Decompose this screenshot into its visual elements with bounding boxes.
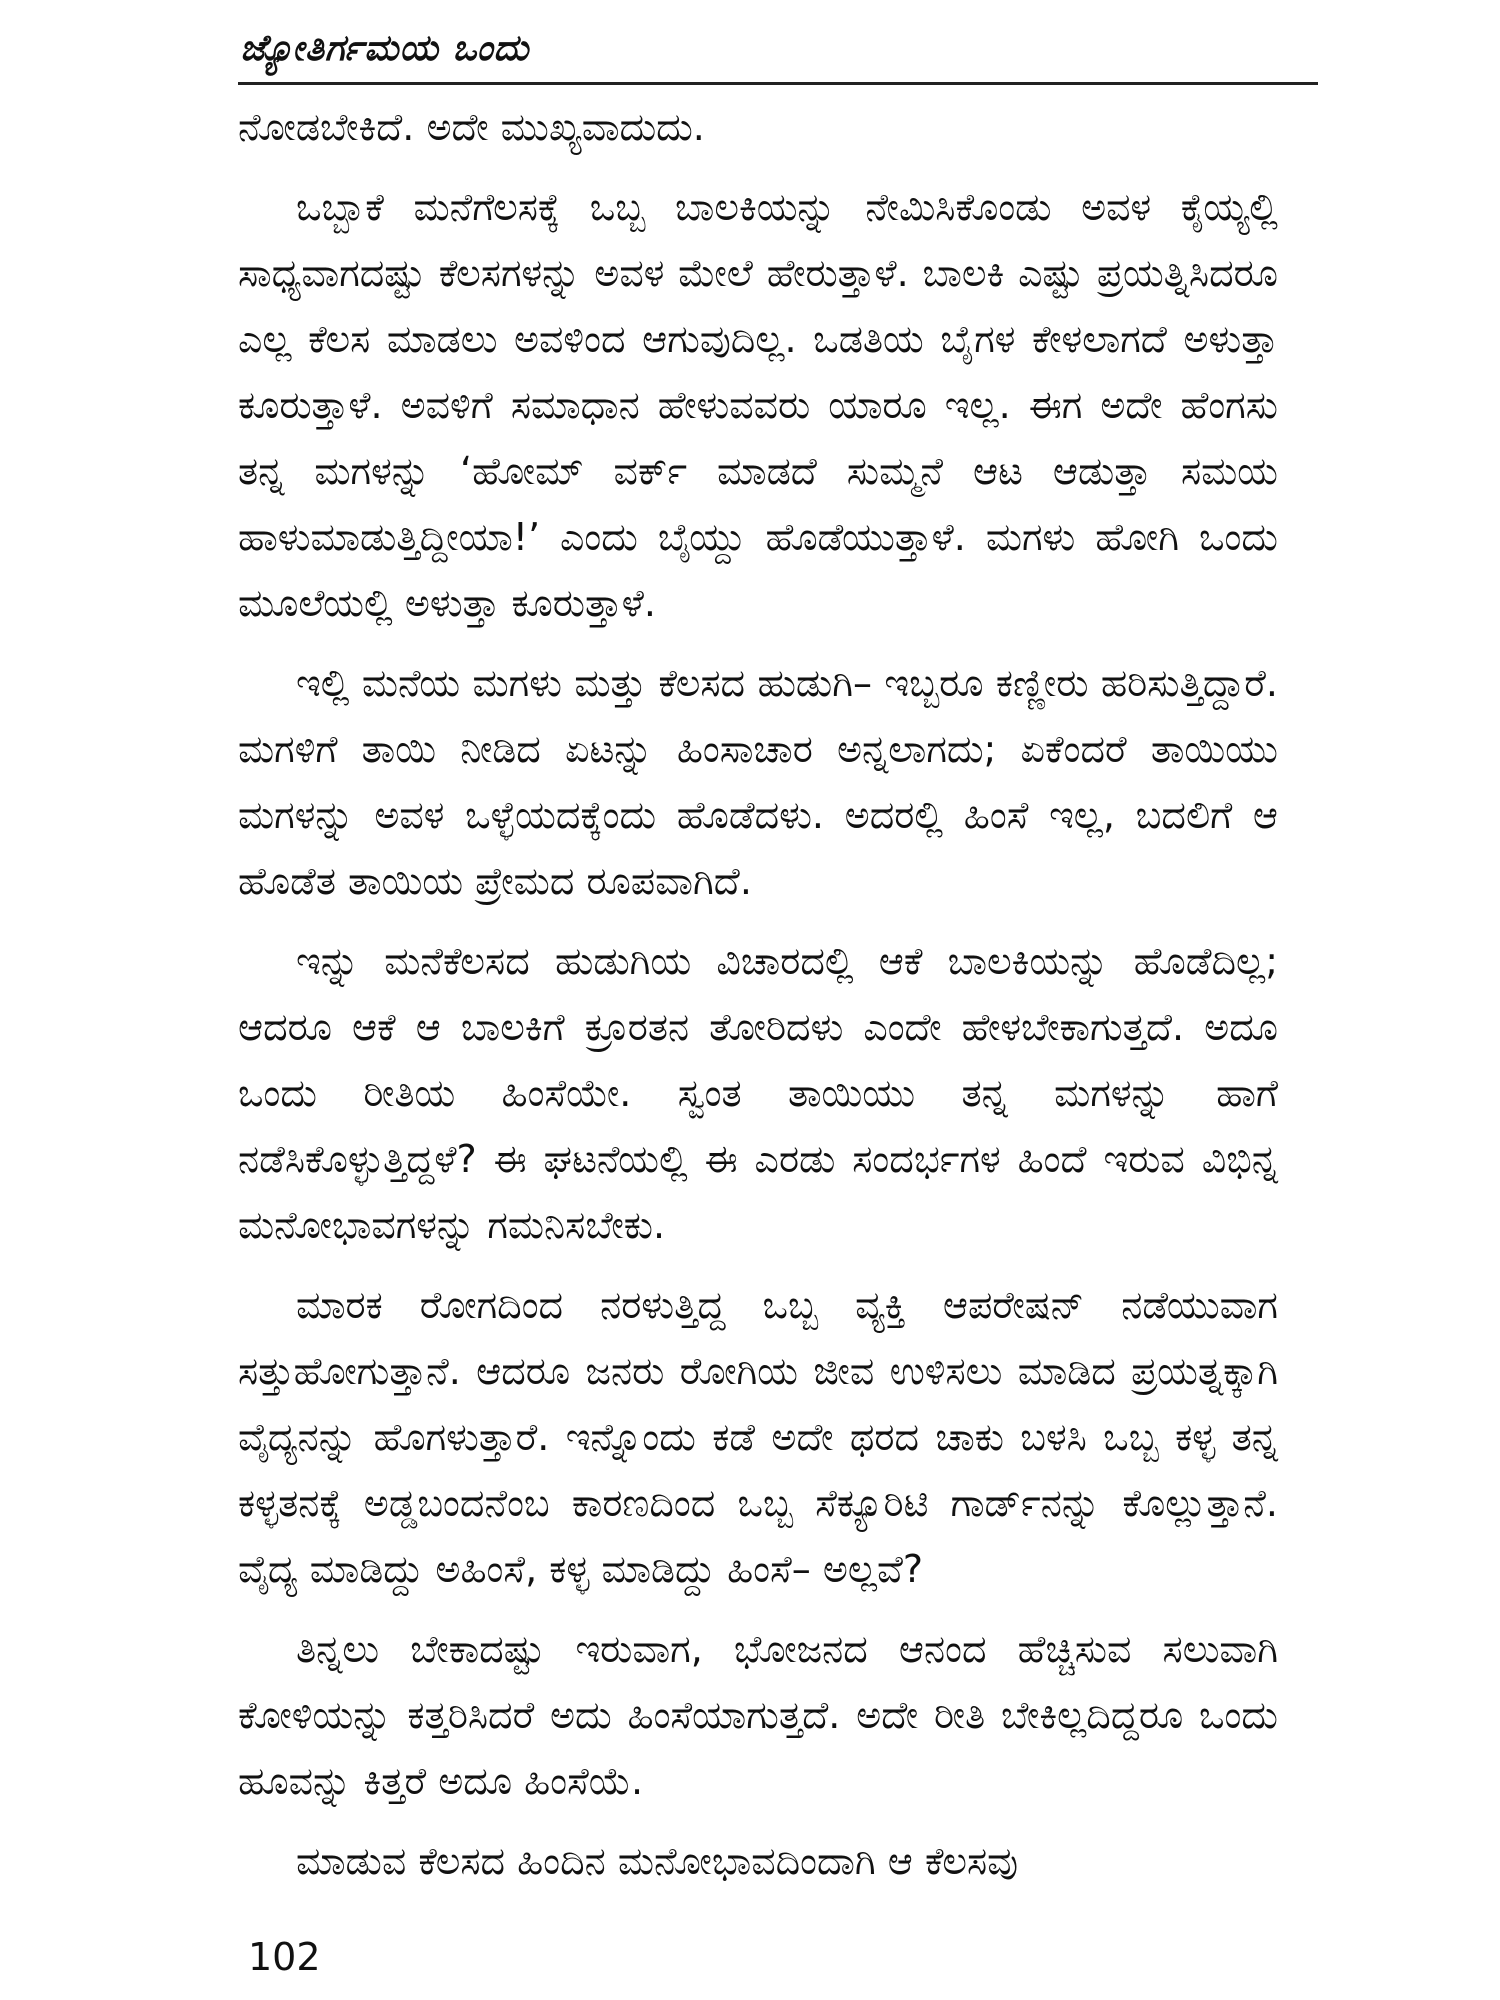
paragraph: ಇಲ್ಲಿ ಮನೆಯ ಮಗಳು ಮತ್ತು ಕೆಲಸದ ಹುಡುಗಿ– ಇಬ್ಬರೂ ಕಣ್ಣೀರು ಹರಿಸುತ್ತಿದ್ದಾರೆ. ಮಗಳಿಗೆ ತಾಯಿ ನೀಡಿದ ಏಟನ್ನು ಹಿಂಸಾಚಾರ ಅನ್ನಲಾಗದು; ಏಕೆಂದರೆ ತಾಯಿಯು ಮಗಳನ್ನು ಅವಳ ಒಳ್ಳೆಯದಕ್ಕೆಂದು ಹೊಡೆದಳು. ಅದರಲ್ಲಿ ಹಿಂಸೆ ಇಲ್ಲ, ಬದಲಿಗೆ ಆ ಹೊಡೆತ ತಾಯಿಯ ಪ್ರೇಮದ ರೂಪವಾಗಿದೆ. bbox=[238, 661, 1278, 903]
running-title: ಜ್ಯೋತಿರ್ಗಮಯ ಒಂದು bbox=[240, 28, 530, 69]
body-text bbox=[238, 94, 1278, 1908]
paragraph: ತಿನ್ನಲು ಬೇಕಾದಷ್ಟು ಇರುವಾಗ, ಭೋಜನದ ಆನಂದ ಹೆಚ್ಚಿಸುವ ಸಲುವಾಗಿ ಕೋಳಿಯನ್ನು ಕತ್ತರಿಸಿದರೆ ಅದು ಹಿಂಸೆಯಾಗುತ್ತದೆ. ಅದೇ ರೀತಿ ಬೇಕಿಲ್ಲದಿದ್ದರೂ ಒಂದು ಹೂವನ್ನು ಕಿತ್ತರೆ ಅದೂ ಹಿಂಸೆಯೆ. bbox=[238, 1627, 1278, 1803]
paragraph: ಮಾರಕ ರೋಗದಿಂದ ನರಳುತ್ತಿದ್ದ ಒಬ್ಬ ವ್ಯಕ್ತಿ ಆಪರೇಷನ್ ನಡೆಯುವಾಗ ಸತ್ತುಹೋಗುತ್ತಾನೆ. ಆದರೂ ಜನರು ರೋಗಿಯ ಜೀವ ಉಳಿಸಲು ಮಾಡಿದ ಪ್ರಯತ್ನಕ್ಕಾಗಿ ವೈದ್ಯನನ್ನು ಹೊಗಳುತ್ತಾರೆ. ಇನ್ನೊಂದು ಕಡೆ ಅದೇ ಥರದ ಚಾಕು ಬಳಸಿ ಒಬ್ಬ ಕಳ್ಳ ತನ್ನ ಕಳ್ಳತನಕ್ಕೆ ಅಡ್ಡಬಂದನೆಂಬ ಕಾರಣದಿಂದ ಒಬ್ಬ ಸೆಕ್ಯೂರಿಟಿ ಗಾರ್ಡ್‌ನನ್ನು ಕೊಲ್ಲುತ್ತಾನೆ. ವೈದ್ಯ ಮಾಡಿದ್ದು ಅಹಿಂಸೆ, ಕಳ್ಳ ಮಾಡಿದ್ದು ಹಿಂಸೆ– ಅಲ್ಲವೆ? bbox=[238, 1283, 1278, 1591]
page-number: 102 bbox=[248, 1935, 321, 1979]
paragraph: ಇನ್ನು ಮನೆಕೆಲಸದ ಹುಡುಗಿಯ ವಿಚಾರದಲ್ಲಿ ಆಕೆ ಬಾಲಕಿಯನ್ನು ಹೊಡೆದಿಲ್ಲ; ಆದರೂ ಆಕೆ ಆ ಬಾಲಕಿಗೆ ಕ್ರೂರತನ ತೋರಿದಳು ಎಂದೇ ಹೇಳಬೇಕಾಗುತ್ತದೆ. ಅದೂ ಒಂದು ರೀತಿಯ ಹಿಂಸೆಯೇ. ಸ್ವಂತ ತಾಯಿಯು ತನ್ನ ಮಗಳನ್ನು ಹಾಗೆ ನಡೆಸಿಕೊಳ್ಳುತ್ತಿದ್ದಳೆ? ಈ ಘಟನೆಯಲ್ಲಿ ಈ ಎರಡು ಸಂದರ್ಭಗಳ ಹಿಂದೆ ಇರುವ ವಿಭಿನ್ನ ಮನೋಭಾವಗಳನ್ನು ಗಮನಿಸಬೇಕು. bbox=[238, 939, 1278, 1247]
paragraph: ಒಬ್ಬಾಕೆ ಮನೆಗೆಲಸಕ್ಕೆ ಒಬ್ಬ ಬಾಲಕಿಯನ್ನು ನೇಮಿಸಿಕೊಂಡು ಅವಳ ಕೈಯ್ಯಲ್ಲಿ ಸಾಧ್ಯವಾಗದಷ್ಟು ಕೆಲಸಗಳನ್ನು ಅವಳ ಮೇಲೆ ಹೇರುತ್ತಾಳೆ. ಬಾಲಕಿ ಎಷ್ಟು ಪ್ರಯತ್ನಿಸಿದರೂ ಎಲ್ಲ ಕೆಲಸ ಮಾಡಲು ಅವಳಿಂದ ಆಗುವುದಿಲ್ಲ. ಒಡತಿಯ ಬೈಗಳ ಕೇಳಲಾಗದೆ ಅಳುತ್ತಾ ಕೂರುತ್ತಾಳೆ. ಅವಳಿಗೆ ಸಮಾಧಾನ ಹೇಳುವವರು ಯಾರೂ ಇಲ್ಲ. ಈಗ ಅದೇ ಹೆಂಗಸು ತನ್ನ ಮಗಳನ್ನು ‘ಹೋಮ್ ವರ್ಕ್ ಮಾಡದೆ ಸುಮ್ಮನೆ ಆಟ ಆಡುತ್ತಾ ಸಮಯ ಹಾಳುಮಾಡುತ್ತಿದ್ದೀಯಾ!’ ಎಂದು ಬೈಯ್ದು ಹೊಡೆಯುತ್ತಾಳೆ. ಮಗಳು ಹೋಗಿ ಒಂದು ಮೂಲೆಯಲ್ಲಿ ಅಳುತ್ತಾ ಕೂರುತ್ತಾಳೆ. bbox=[238, 185, 1278, 625]
paragraph-continued: ನೋಡಬೇಕಿದೆ. ಅದೇ ಮುಖ್ಯವಾದುದು. bbox=[238, 105, 705, 149]
paragraph: ಮಾಡುವ ಕೆಲಸದ ಹಿಂದಿನ ಮನೋಭಾವದಿಂದಾಗಿ ಆ ಕೆಲಸವು bbox=[296, 1839, 1019, 1883]
header-rule bbox=[238, 82, 1318, 85]
